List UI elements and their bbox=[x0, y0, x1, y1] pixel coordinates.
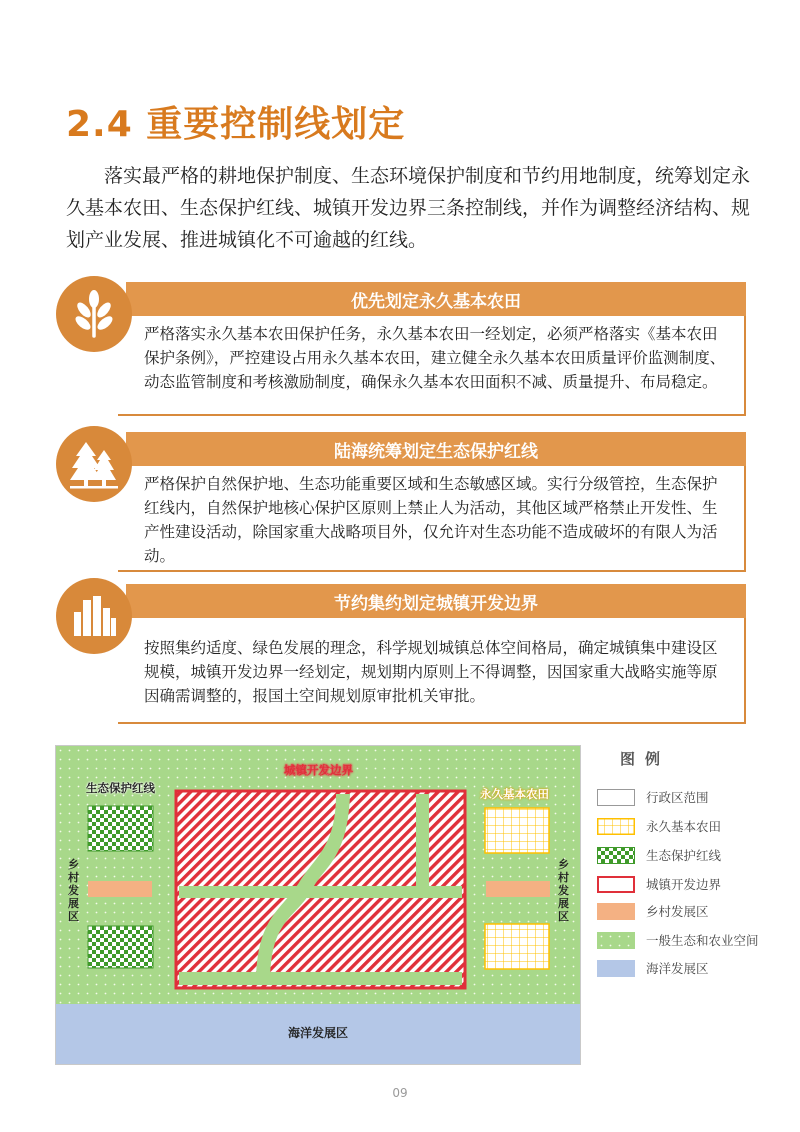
section-text: 严格保护自然保护地、生态功能重要区域和生态敏感区域。实行分级管控，生态保护红线内，自然保护地核心保护区原则上禁止人为活动，其他区域严格禁止开发性、生产性建设活动，除国家重大战略项目外，仅允许对生态功能不造成破坏的有限人为活动。 bbox=[144, 475, 718, 565]
legend-item-admin: 行政区范围 bbox=[597, 788, 709, 806]
urban-swatch bbox=[597, 876, 635, 893]
zoning-map bbox=[55, 745, 581, 1065]
rural-label-right: 乡村发展区 bbox=[558, 858, 569, 923]
intro-paragraph: 落实最严格的耕地保护制度、生态环境保护制度和节约用地制度，统筹划定永久基本农田、生态保护红线、城镇开发边界三条控制线，并作为调整经济结构、规划产业发展、推进城镇化不可逾越的红线。 bbox=[66, 165, 751, 251]
eco-swatch bbox=[597, 847, 635, 864]
legend-item-farmland: 永久基本农田 bbox=[597, 817, 721, 835]
legend-item-ocean: 海洋发展区 bbox=[597, 959, 709, 977]
section-body bbox=[118, 466, 746, 572]
section-title: 优先划定永久基本农田 bbox=[126, 282, 746, 316]
legend-title: 图例 bbox=[620, 750, 671, 768]
section-farmland bbox=[56, 282, 746, 416]
section-text: 按照集约适度、绿色发展的理念，科学规划城镇总体空间格局，确定城镇集中建设区规模，城镇开发边界一经划定，规划期内原则上不得调整，因国家重大战略实施等原因确需调整的，报国土空间规划原审批机关审批。 bbox=[144, 639, 718, 705]
section-body bbox=[118, 316, 746, 416]
legend-item-general: 一般生态和农业空间 bbox=[597, 931, 759, 949]
urban-boundary-label: 城镇开发边界 bbox=[284, 763, 353, 777]
farmland-box-bottom bbox=[485, 924, 549, 969]
farmland-label: 永久基本农田 bbox=[480, 787, 549, 801]
section-title: 节约集约划定城镇开发边界 bbox=[126, 584, 746, 618]
ocean-swatch bbox=[597, 960, 635, 977]
legend-item-rural: 乡村发展区 bbox=[597, 902, 709, 920]
pine-trees-icon bbox=[56, 426, 132, 502]
rural-bar-right bbox=[486, 881, 550, 897]
rural-label-left: 乡村发展区 bbox=[68, 858, 79, 923]
farmland-swatch bbox=[597, 818, 635, 835]
rural-swatch bbox=[597, 903, 635, 920]
general-swatch bbox=[597, 932, 635, 949]
farmland-box-top bbox=[485, 808, 549, 853]
ocean-label: 海洋发展区 bbox=[287, 1026, 348, 1040]
eco-redline-label: 生态保护红线 bbox=[86, 781, 155, 795]
section-ecology bbox=[56, 432, 746, 572]
road-vertical bbox=[416, 794, 429, 892]
buildings-icon bbox=[56, 578, 132, 654]
section-body bbox=[118, 618, 746, 724]
section-urban bbox=[56, 584, 746, 724]
eco-redline-box-top bbox=[88, 806, 153, 851]
plant-icon bbox=[56, 276, 132, 352]
road-bottom bbox=[179, 972, 462, 985]
page-number: 09 bbox=[392, 1086, 408, 1100]
rural-bar-left bbox=[88, 881, 152, 897]
page-title: 2.4 重要控制线划定 bbox=[66, 104, 406, 145]
admin-swatch bbox=[597, 789, 635, 806]
section-title: 陆海统筹划定生态保护红线 bbox=[126, 432, 746, 466]
legend-item-urban: 城镇开发边界 bbox=[597, 875, 721, 893]
section-text: 严格落实永久基本农田保护任务，永久基本农田一经划定，必须严格落实《基本农田保护条例》，严控建设占用永久基本农田，建立健全永久基本农田质量评价监测制度、动态监管制度和考核激励制度，确保永久基本农田面积不减、质量提升、布局稳定。 bbox=[144, 325, 726, 391]
eco-redline-box-bottom bbox=[88, 926, 153, 968]
legend-item-eco: 生态保护红线 bbox=[597, 846, 721, 864]
